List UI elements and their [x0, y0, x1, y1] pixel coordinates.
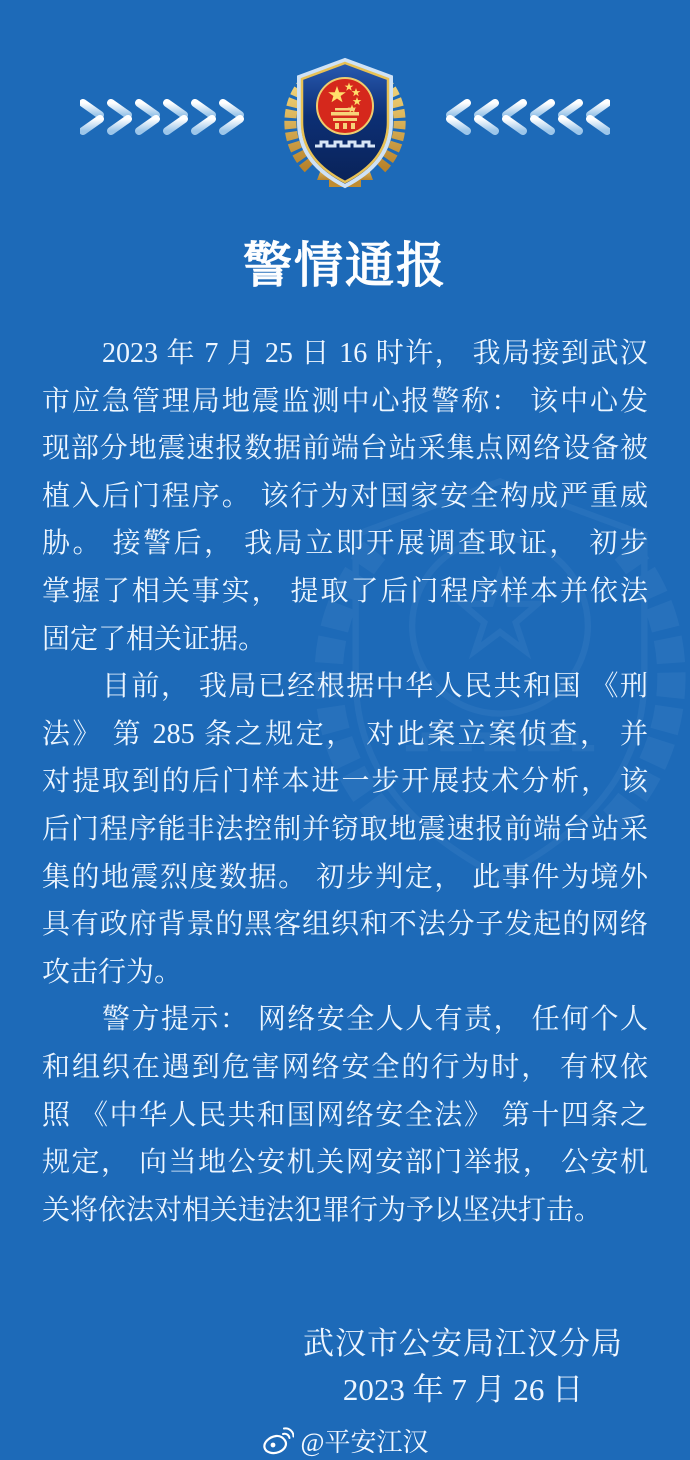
- text-line: 和组织在遇到危害网络安全的行为时， 有权依: [42, 1051, 648, 1083]
- text-line: 法》 第 285 条之规定， 对此案立案侦查， 并: [42, 718, 648, 750]
- weibo-watermark: [0, 1422, 690, 1459]
- text-line: 规定， 向当地公安机关网安部门举报， 公安机: [42, 1147, 648, 1179]
- paragraph-2: [42, 663, 648, 996]
- text-line: 植入后门程序。 该行为对国家安全构成严重威: [42, 480, 648, 512]
- chevrons-left-icon: [440, 99, 610, 135]
- text-line: 关将依法对相关违法犯罪行为予以坚决打击。: [42, 1194, 603, 1226]
- text-line: 照 《中华人民共和国网络安全法》 第十四条之: [42, 1099, 648, 1131]
- paragraph-3: [42, 996, 648, 1234]
- text-line: 现部分地震速报数据前端台站采集点网络设备被: [42, 433, 648, 465]
- text-line: 攻击行为。: [42, 956, 183, 988]
- text-line: 具有政府背景的黑客组织和不法分子发起的网络: [42, 909, 648, 941]
- text-line: 2023 年 7 月 25 日 16 时许， 我局接到武汉: [102, 338, 648, 369]
- text-line: 市应急管理局地震监测中心报警称： 该中心发: [42, 385, 648, 417]
- issuer-name: 武汉市公安局江汉分局: [303, 1326, 623, 1361]
- text-line: 对提取到的后门样本进一步开展技术分析， 该: [42, 766, 648, 798]
- text-line: 目前， 我局已经根据中华人民共和国 《刑: [102, 671, 648, 703]
- police-badge-icon: [275, 50, 415, 195]
- weibo-handle: @平安江汉: [300, 1428, 429, 1457]
- text-line: 胁。 接警后， 我局立即开展调查取证， 初步: [42, 528, 648, 560]
- paragraph-1: [42, 330, 648, 663]
- text-line: 后门程序能非法控制并窃取地震速报前端台站采: [42, 813, 648, 845]
- text-line: 警方提示： 网络安全人人有责， 任何个人: [102, 1004, 648, 1036]
- text-line: 集的地震烈度数据。 初步判定， 此事件为境外: [42, 861, 648, 893]
- issue-date: 2023 年 7 月 26 日: [342, 1372, 584, 1407]
- page-title: 警情通报: [242, 239, 447, 293]
- text-line: 掌握了相关事实， 提取了后门程序样本并依法: [42, 575, 648, 607]
- chevrons-right-icon: [80, 99, 250, 135]
- text-line: 固定了相关证据。: [42, 623, 267, 655]
- weibo-icon: [262, 1427, 294, 1455]
- signature-block: [0, 1324, 690, 1410]
- notice-body: [42, 330, 648, 1234]
